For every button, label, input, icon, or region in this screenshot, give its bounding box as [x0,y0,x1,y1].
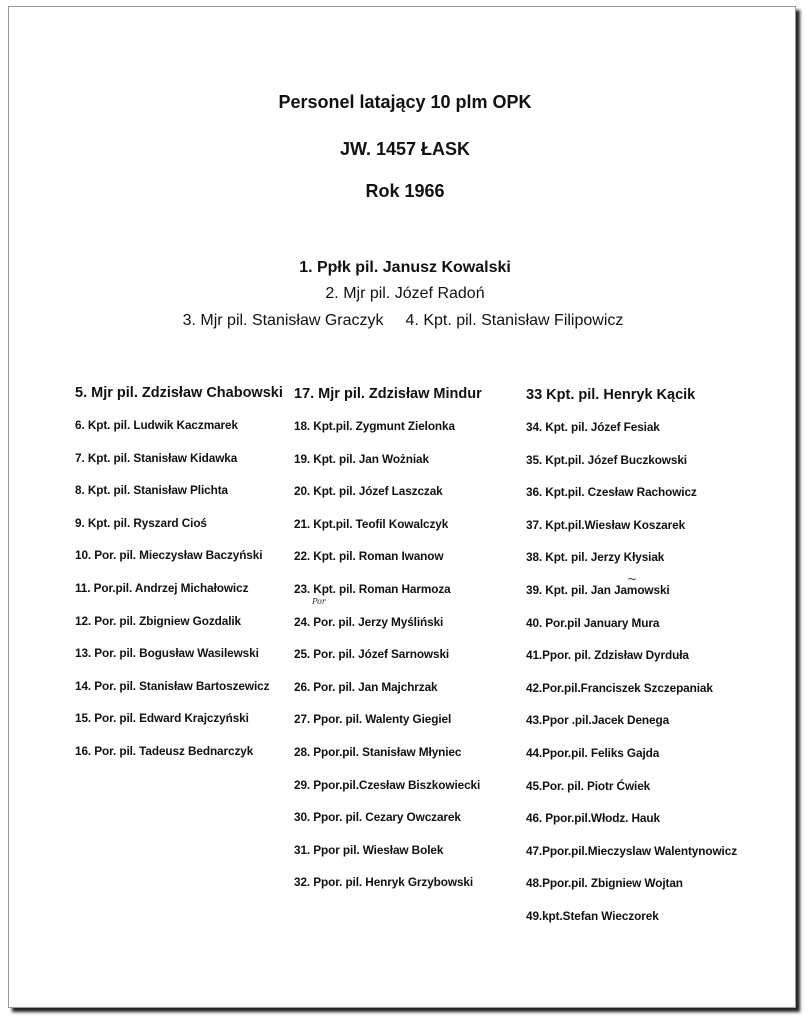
list-item: 29. Ppor.pil.Czesław Biszkowiecki [294,777,481,792]
list-item: 24. Por. pil. Jerzy Myśliński [294,614,444,629]
list-item: 37. Kpt.pil.Wiesław Koszarek [526,517,686,532]
list-item: 34. Kpt. pil. Józef Fesiak [526,420,660,434]
document-title: Personel latający 10 plm OPK [278,92,532,112]
list-item: 39. Kpt. pil. Jan Jamowski [526,582,670,597]
leader-line-3 [0,312,808,330]
list-item: 40. Por.pil January Mura [526,615,660,630]
list-item: 38. Kpt. pil. Jerzy Kłysiak [526,550,665,565]
column-3 [526,385,737,941]
list-item: 19. Kpt. pil. Jan Wożniak [294,451,429,466]
unit-heading: JW. 1457 ŁASK [339,139,471,159]
list-item: 48.Ppor.pil. Zbigniew Wojtan [526,876,683,891]
list-item: 47.Ppor.pil.Mieczyslaw Walentynowicz [526,843,737,858]
list-item: 12. Por. pil. Zbigniew Gozdalik [75,613,242,628]
list-item: 46. Ppor.pil.Włodz. Hauk [526,811,660,826]
list-item: 10. Por. pil. Mieczysław Baczyński [75,548,263,563]
handwritten-annotation: ~ [627,572,638,586]
list-item: 20. Kpt. pil. Józef Laszczak [294,484,443,499]
list-item: 8. Kpt. pil. Stanisław Plichta [75,483,229,498]
list-item: 49.kpt.Stefan Wieczorek [526,908,659,923]
list-item: 11. Por.pil. Andrzej Michałowicz [75,580,249,595]
commander-line: 1. Ppłk pil. Janusz Kowalski [299,259,511,276]
leader-4: 4. Kpt. pil. Stanisław Filipowicz [405,312,624,329]
list-item: 30. Ppor. pil. Cezary Owczarek [294,810,461,825]
list-item: 28. Ppor.pil. Stanisław Młyniec [294,744,462,759]
list-item: 42.Por.pil.Franciszek Szczepaniak [526,680,713,695]
list-item: 45.Por. pil. Piotr Ćwiek [526,778,651,793]
list-item: 26. Por. pil. Jan Majchrzak [294,679,438,694]
list-item: 32. Ppor. pil. Henryk Grzybowski [294,875,474,890]
list-item: 25. Por. pil. Józef Sarnowski [294,647,450,662]
list-item: 41.Ppor. pil. Zdzisław Dyrduła [526,648,689,663]
list-item: 16. Por. pil. Tadeusz Bednarczyk [75,743,254,758]
list-item: 22. Kpt. pil. Roman Iwanow [294,549,444,564]
list-item: 7. Kpt. pil. Stanisław Kidawka [75,450,238,465]
list-item: 18. Kpt.pil. Zygmunt Zielonka [294,419,455,433]
leader-3: 3. Mjr pil. Stanisław Graczyk [182,312,384,329]
year-heading: Rok 1966 [365,181,445,201]
column-1 [75,383,283,776]
leader-line-2: 2. Mjr pil. Józef Radoń [325,285,485,302]
list-item: 6. Kpt. pil. Ludwik Kaczmarek [75,418,238,432]
list-item: 14. Por. pil. Stanisław Bartoszewicz [75,678,270,693]
column-2 [294,384,482,907]
list-item: 31. Ppor pil. Wiesław Bolek [294,842,444,857]
list-item: 9. Kpt. pil. Ryszard Cioś [75,515,207,530]
list-item: 13. Por. pil. Bogusław Wasilewski [75,646,259,661]
list-item: 36. Kpt.pil. Czesław Rachowicz [526,485,697,500]
list-item: 44.Ppor.pil. Feliks Gajda [526,745,660,760]
handwritten-annotation: Por [312,597,326,606]
list-item: 15. Por. pil. Edward Krajczyński [75,711,249,726]
column-header: 33 Kpt. pil. Henryk Kącik [526,387,696,403]
column-header: 17. Mjr pil. Zdzisław Mindur [294,386,482,402]
list-item: 23. Kpt. pil. Roman Harmoza [294,581,451,596]
list-item: 21. Kpt.pil. Teofil Kowalczyk [294,516,449,531]
column-header: 5. Mjr pil. Zdzisław Chabowski [75,385,283,401]
list-item: 43.Ppor .pil.Jacek Denega [526,713,670,728]
list-item: 27. Ppor. pil. Walenty Giegiel [294,712,452,727]
list-item: 35. Kpt.pil. Józef Buczkowski [526,452,687,467]
